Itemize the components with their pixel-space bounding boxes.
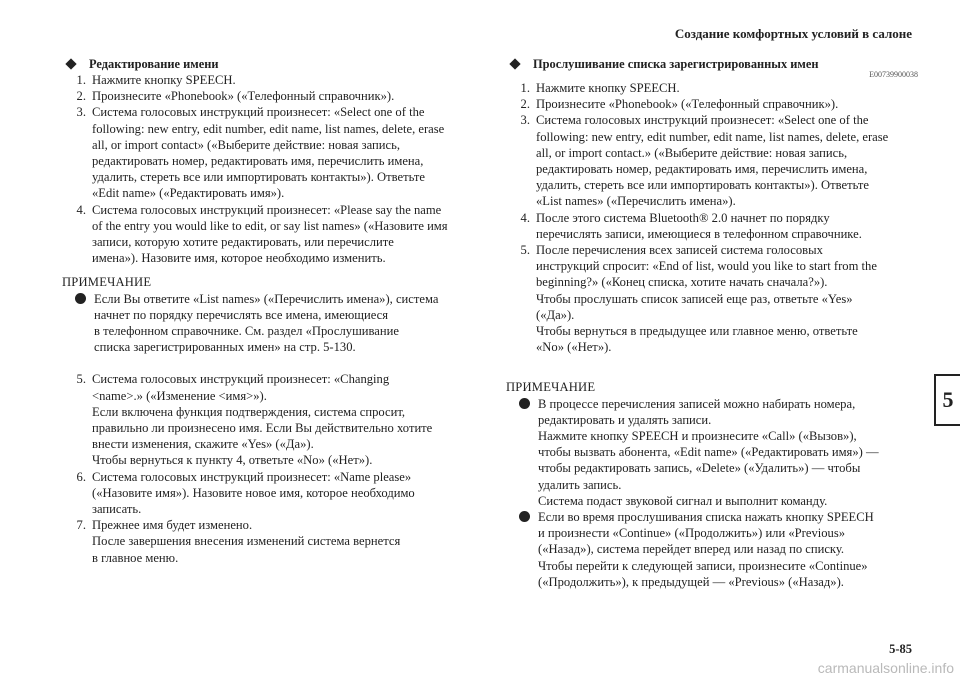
note-text: Если Вы ответите «List names» («Перечислить имена»), система начнет по порядку перечислять все имена, имеющиеся в телефонном справочнике. См. раздел «Прослушивание списка зарегистрированных имен» на стр. 5-130. (94, 291, 439, 355)
step-text: Прежнее имя будет изменено. После завершения внесения изменений система вернется в главное меню. (92, 518, 401, 565)
note-item (62, 291, 482, 356)
diamond-icon (65, 58, 76, 69)
step-number: 3. (76, 105, 86, 120)
list-item (506, 210, 918, 242)
list-item (62, 517, 482, 566)
step-number: 3. (520, 113, 530, 128)
note-item (506, 396, 918, 509)
left-column (62, 56, 482, 566)
section-title-text: Редактирование имени (89, 56, 219, 71)
list-item (62, 72, 482, 88)
note-item (506, 509, 918, 590)
note-text: Если во время прослушивания списка нажать кнопку SPEECH и произнести «Continue» («Продолжить») или «Previous» («Назад»), система перейдет вперед или назад по списку. Чтобы перейти к следующей записи, произнесите «Continue» («Продолжить»), к предыдущей — «Previous» («Назад»). (538, 510, 874, 589)
step-number: 1. (520, 81, 530, 95)
step-number: 1. (76, 73, 86, 87)
right-column (506, 56, 918, 590)
step-number: 4. (520, 210, 530, 225)
section-tab: 5 (934, 374, 960, 426)
list-item (62, 88, 482, 104)
section-title (62, 56, 482, 72)
bullet-icon (519, 511, 530, 522)
note-text: В процессе перечисления записей можно набирать номера, редактировать и удалять записи. Нажмите кнопку SPEECH и произнесите «Call» («Вызов»), чтобы вызвать абонента, «Edit name» («Редактировать имя») — чтобы редактировать запись, «Delete» («Удалить») — чтобы удалить запись. Система подаст звуковой сигнал и выполнит команду. (538, 396, 879, 508)
watermark: carmanualsonline.info (817, 660, 954, 676)
step-text: Произнесите «Phonebook» («Телефонный справочник»). (92, 89, 395, 104)
list-item (506, 242, 918, 355)
step-number: 2. (76, 89, 86, 104)
document-code: E00739900038 (869, 70, 918, 79)
note-heading: ПРИМЕЧАНИЕ (62, 275, 152, 290)
step-number: 5. (520, 243, 530, 258)
steps-list (62, 72, 482, 266)
list-item (62, 104, 482, 201)
steps-list (62, 371, 482, 565)
step-text: Нажмите кнопку SPEECH. (92, 73, 236, 87)
bullet-icon (519, 398, 530, 409)
list-item (506, 80, 918, 96)
step-number: 6. (76, 469, 86, 484)
page-number: 5-85 (889, 642, 912, 656)
step-text: Система голосовых инструкций произнесет: «Name please» («Назовите имя»). Назовите новое имя, которое необходимо записать. (92, 469, 415, 517)
note-heading: ПРИМЕЧАНИЕ (506, 380, 596, 395)
step-text: Нажмите кнопку SPEECH. (536, 81, 680, 95)
step-text: Система голосовых инструкций произнесет: «Please say the name of the entry you would like to edit, or say list names» («Назовите имя записи, которую хотите редактировать, или перечислите имена»). Назовите имя, которое необходимо изменить. (92, 202, 448, 266)
step-text: Произнесите «Phonebook» («Телефонный справочник»). (536, 97, 839, 112)
steps-list (506, 80, 918, 355)
list-item (506, 96, 918, 112)
diamond-icon (509, 58, 520, 69)
page-header: Создание комфортных условий в салоне (674, 26, 912, 41)
step-number: 5. (76, 372, 86, 387)
step-number: 7. (76, 518, 86, 533)
bullet-icon (75, 293, 86, 304)
list-item (62, 469, 482, 518)
step-text: Система голосовых инструкций произнесет: «Select one of the following: new entry, edit number, edit name, list names, delete, erase all, or import contact.» («Выберите действие: новая запись, редактировать номер, редактировать имя, перечислить имена, удалить, стереть все или импортировать контакты»). Ответьте «List names» («Перечислить имена»). (536, 113, 889, 209)
step-text: После этого система Bluetooth® 2.0 начнет по порядку перечислять записи, имеющиеся в телефонном справочнике. (536, 210, 862, 241)
list-item (62, 202, 482, 267)
list-item (506, 112, 918, 209)
step-text: После перечисления всех записей система голосовых инструкций спросит: «End of list, would you like to start from the beginning?» («Конец списка, хотите начать сначала?»). Чтобы прослушать список записей еще раз, ответьте «Yes» («Да»). Чтобы вернуться в предыдущее или главное меню, ответьте «No» («Нет»). (536, 243, 877, 355)
step-text: Система голосовых инструкций произнесет: «Select one of the following: new entry, edit number, edit name, list names, delete, erase all, or import contact» («Выберите действие: новая запись, редактировать номер, редактировать имя, перечислить имена, удалить, стереть все или импортировать контакты»). Ответьте «Edit name» («Редактировать имя»). (92, 105, 445, 201)
list-item (62, 371, 482, 468)
section-title-text: Прослушивание списка зарегистрированных имен (533, 56, 819, 71)
step-text: Система голосовых инструкций произнесет: «Changing <name>.» («Изменение <имя>»). Если включена функция подтверждения, система спросит, правильно ли произнесено имя. Если Вы действительно хотите внести изменения, скажите «Yes» («Да»). Чтобы вернуться к пункту 4, ответьте «No» («Нет»). (92, 372, 433, 468)
step-number: 2. (520, 97, 530, 112)
step-number: 4. (76, 202, 86, 217)
